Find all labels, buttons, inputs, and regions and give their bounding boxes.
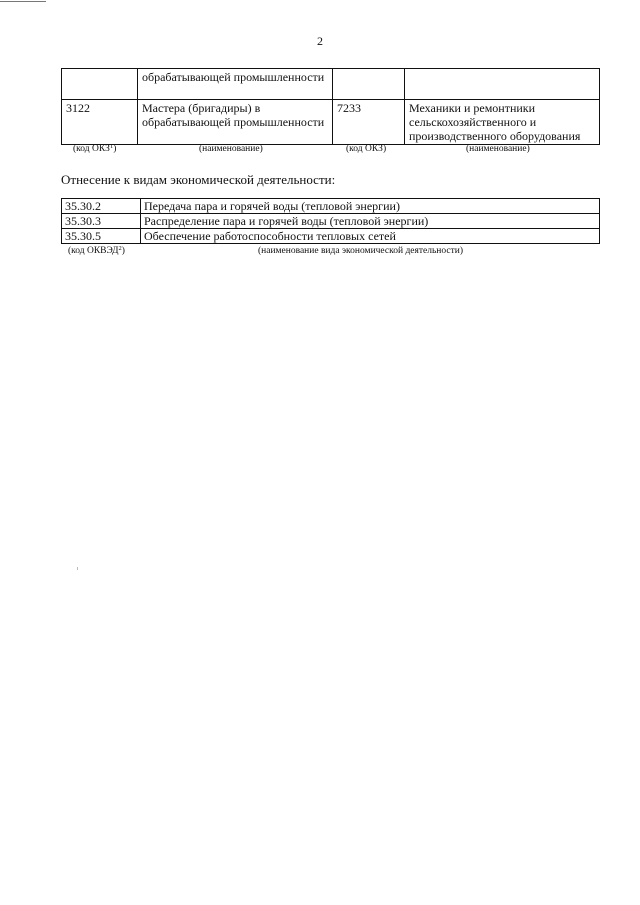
economic-activity-table bbox=[61, 198, 600, 244]
caption-okz3-code: (код ОКЗ) bbox=[346, 144, 387, 154]
okz3-code-cell bbox=[333, 69, 405, 100]
section-title: Отнесение к видам экономической деятельности: bbox=[61, 172, 336, 187]
page-number: 2 bbox=[317, 34, 323, 48]
okz3-name-cell: Механики и ремонтники сельскохозяйственного и производственного оборудования bbox=[405, 100, 600, 145]
table-row bbox=[62, 100, 600, 145]
footnote-marker: 1 bbox=[109, 143, 114, 150]
caption-okved-name: (наименование вида экономической деятельности) bbox=[258, 246, 463, 256]
table-row bbox=[62, 69, 600, 100]
okved-code-cell: 35.30.2 bbox=[62, 199, 141, 214]
caption-okved-code: (код ОКВЭД$^2$) bbox=[68, 245, 125, 256]
okz-name-cell: Мастера (бригадиры) в обрабатывающей промышленности bbox=[138, 100, 333, 145]
okz3-code-cell: 7233 bbox=[333, 100, 405, 145]
top-edge-rule bbox=[0, 1, 46, 2]
okved-code-cell: 35.30.5 bbox=[62, 229, 141, 244]
okz3-name-cell bbox=[405, 69, 600, 100]
caption-okz-name: (наименование) bbox=[199, 144, 263, 154]
okved-name-cell: Обеспечение работоспособности тепловых сетей bbox=[141, 229, 600, 244]
okved-name-cell: Передача пара и горячей воды (тепловой энергии) bbox=[141, 199, 600, 214]
caption-okz-code: (код ОКЗ$^1$) bbox=[73, 143, 117, 154]
caption-okz3-name: (наименование) bbox=[466, 144, 530, 154]
occupation-codes-table bbox=[61, 68, 600, 145]
okved-code-cell: 35.30.3 bbox=[62, 214, 141, 229]
table-row bbox=[62, 229, 600, 244]
okz-name-cell: обрабатывающей промышленности bbox=[138, 69, 333, 100]
okz-code-cell: 3122 bbox=[62, 100, 138, 145]
table-row bbox=[62, 214, 600, 229]
table-row bbox=[62, 199, 600, 214]
footnote-marker: 2 bbox=[118, 245, 122, 252]
scan-speck bbox=[77, 567, 78, 570]
okz-code-cell bbox=[62, 69, 138, 100]
okved-name-cell: Распределение пара и горячей воды (тепловой энергии) bbox=[141, 214, 600, 229]
